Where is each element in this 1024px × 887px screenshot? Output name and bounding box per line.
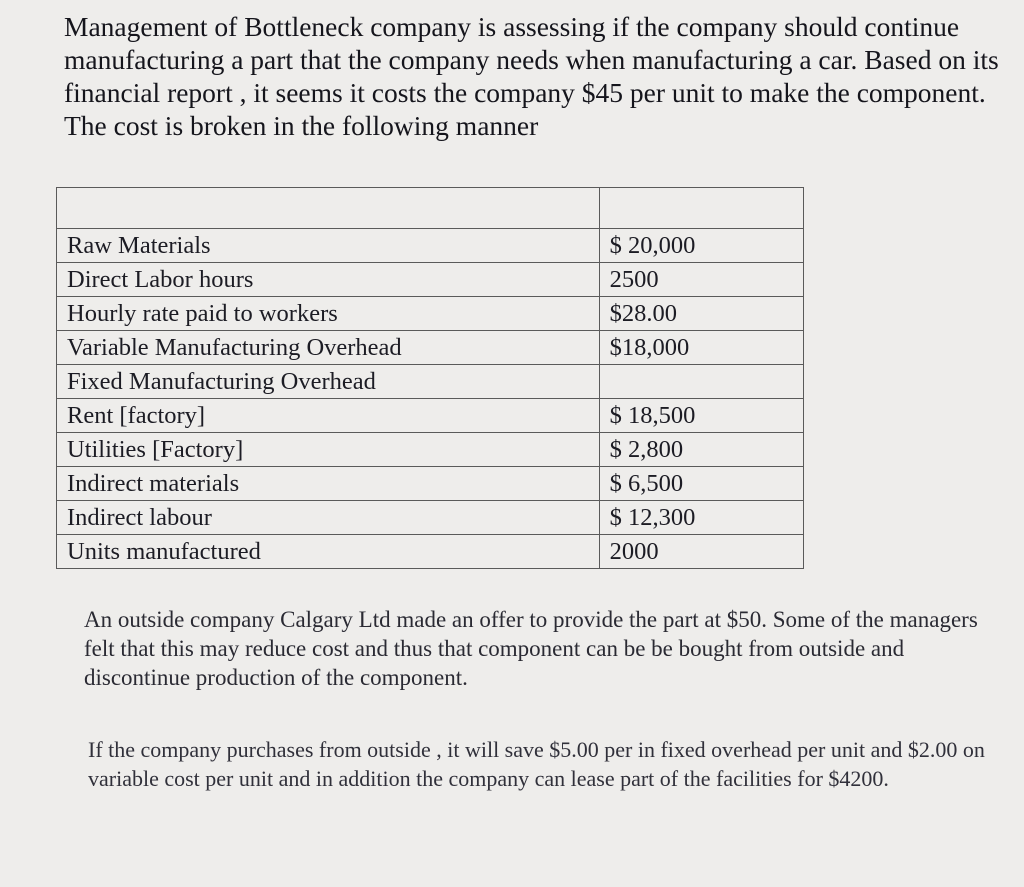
row-value: 2000: [599, 535, 803, 569]
row-label: Variable Manufacturing Overhead: [57, 331, 600, 365]
row-label: Indirect labour: [57, 501, 600, 535]
table-row: [57, 467, 804, 501]
row-label: Utilities [Factory]: [57, 433, 600, 467]
table-row: [57, 331, 804, 365]
table-row: [57, 297, 804, 331]
table-row: [57, 399, 804, 433]
row-value: $ 2,800: [599, 433, 803, 467]
intro-paragraph: Management of Bottleneck company is assessing if the company should continue manufacturing a part that the company needs when manufacturing a car. Based on its financial report , it seems it costs the company $45 per unit to make the component. The cost is broken in the following manner: [64, 11, 999, 141]
table-row: [57, 501, 804, 535]
row-value: $ 6,500: [599, 467, 803, 501]
table-row: [57, 535, 804, 569]
table-row: [57, 365, 804, 399]
row-label: Hourly rate paid to workers: [57, 297, 600, 331]
row-label: Units manufactured: [57, 535, 600, 569]
table-row: [57, 229, 804, 263]
cost-table: [56, 187, 804, 569]
row-value: $ 18,500: [599, 399, 803, 433]
row-value: $28.00: [599, 297, 803, 331]
row-label: Raw Materials: [57, 229, 600, 263]
header-cell-empty: [57, 188, 600, 229]
table-row: [57, 263, 804, 297]
row-value: [599, 365, 803, 399]
table-row: [57, 433, 804, 467]
row-label: Fixed Manufacturing Overhead: [57, 365, 600, 399]
offer-paragraph: An outside company Calgary Ltd made an offer to provide the part at $50. Some of the managers felt that this may reduce cost and thus that component can be be bought from outside and discontinue production of the component.: [84, 607, 978, 690]
row-value: $18,000: [599, 331, 803, 365]
row-value: 2500: [599, 263, 803, 297]
savings-paragraph: If the company purchases from outside , it will save $5.00 per in fixed overhead per unit and $2.00 on variable cost per unit and in addition the company can lease part of the facilities for $4200.: [88, 737, 985, 791]
row-label: Indirect materials: [57, 467, 600, 501]
row-value: $ 12,300: [599, 501, 803, 535]
header-cell-empty: [599, 188, 803, 229]
table-header-row: [57, 188, 804, 229]
row-label: Direct Labor hours: [57, 263, 600, 297]
row-label: Rent [factory]: [57, 399, 600, 433]
row-value: $ 20,000: [599, 229, 803, 263]
